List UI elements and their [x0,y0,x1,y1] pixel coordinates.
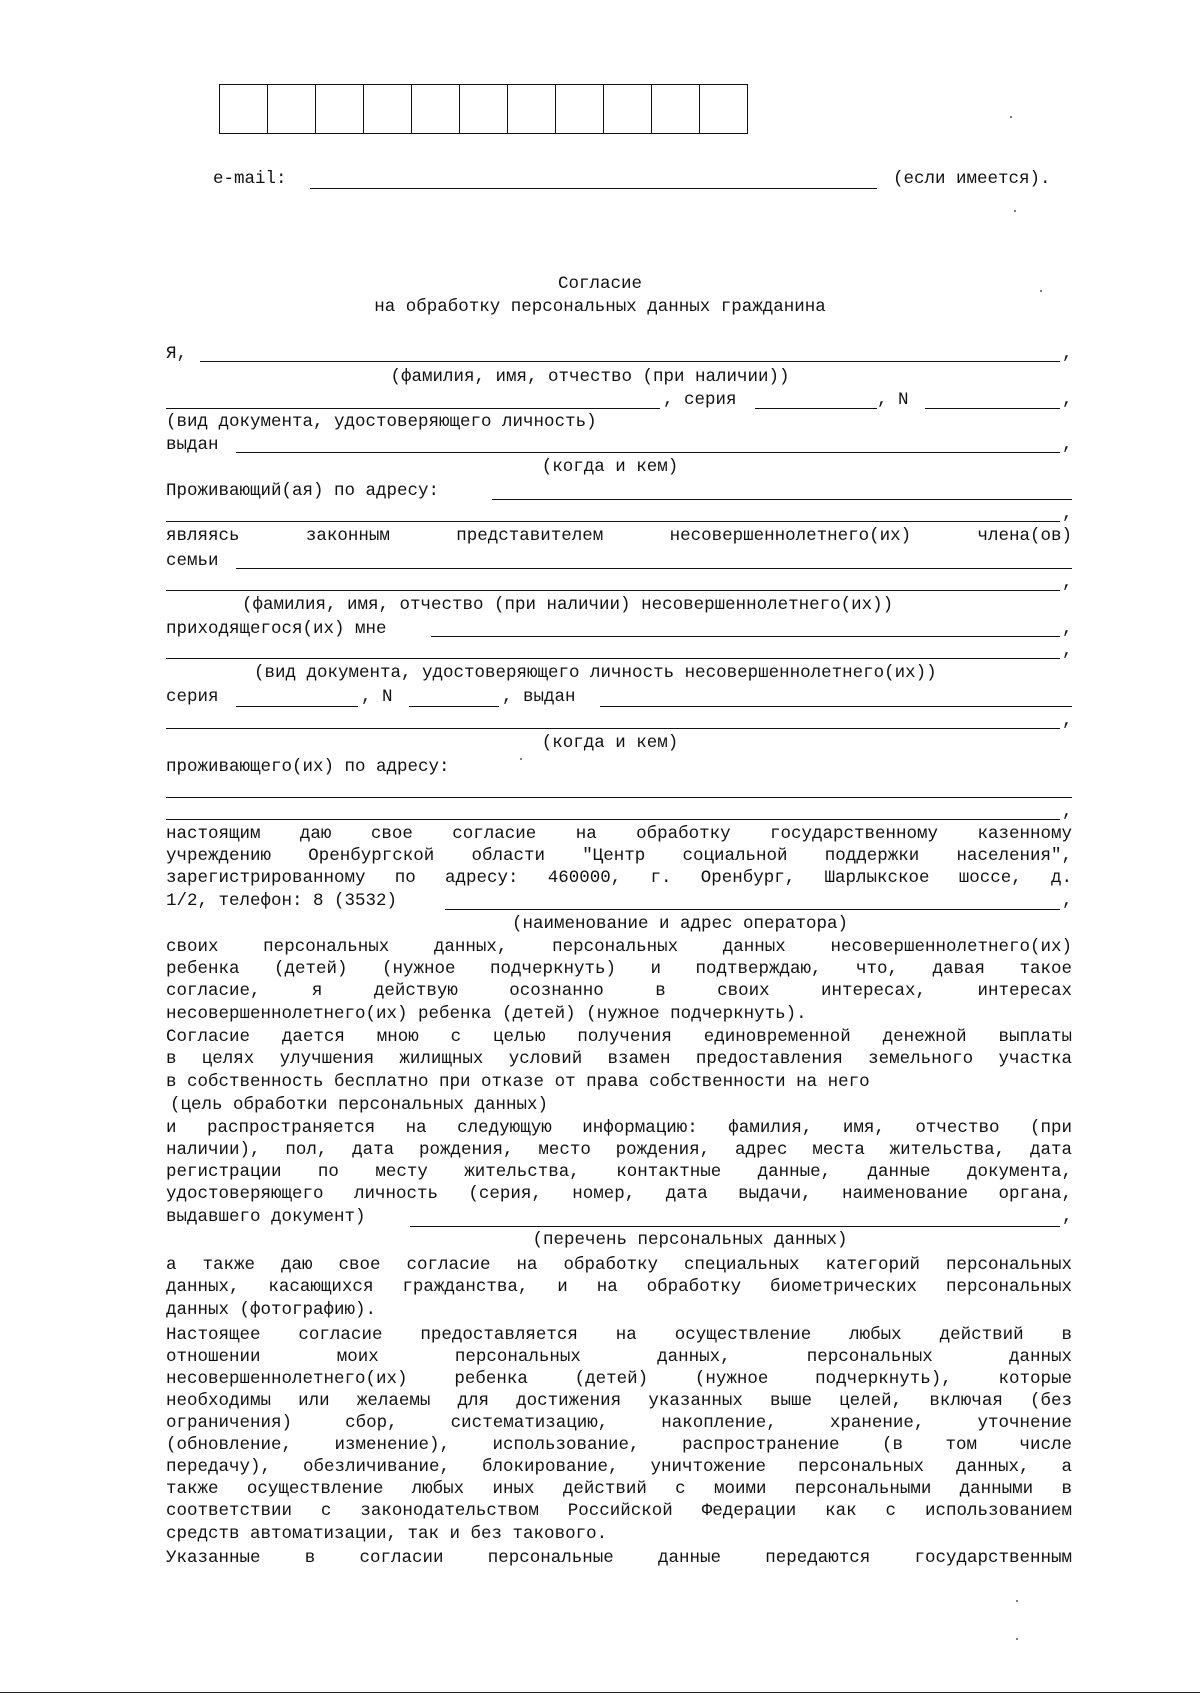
comma: , [1062,802,1073,822]
minor-document-hint: (вид документа, удостоверяющего личность несовершеннолетнего(их)) [254,663,937,683]
phone-digit-box[interactable] [316,85,364,133]
series-field[interactable] [755,408,877,409]
minor-issued-field-line2[interactable] [166,728,1060,729]
comma: , [1062,891,1073,911]
minor-document-field[interactable] [166,658,1060,659]
consent-text: учреждению Оренбургской области "Центр социальной поддержки населения", [166,846,1072,866]
consent-text: а также даю свое согласие на обработку специальных категорий персональных [166,1255,1072,1275]
scan-speck [520,758,522,760]
comma: , [1062,1207,1073,1227]
comma: , [1062,390,1073,410]
consent-text: зарегистрированному по адресу: 460000, г. Оренбург, Шарлыкское шоссе, д. [166,868,1072,888]
phone-digit-box[interactable] [700,85,747,133]
data-list-field[interactable] [410,1226,1060,1227]
phone-number-boxes[interactable] [219,84,748,134]
consent-text: Указанные в согласии персональные данные передаются государственным [166,1548,1072,1568]
document-type-field[interactable] [166,408,660,409]
address-label: Проживающий(ая) по адресу: [166,481,440,501]
document-title: Согласие [557,274,642,294]
consent-text: регистрации по месту жительства, контактные данные, данные документа, [166,1162,1072,1182]
rep-word: являясь [166,526,240,546]
consent-text: 1/2, телефон: 8 (3532) [166,891,398,911]
rep-word: члена(ов) [977,526,1072,546]
comma: , [1062,573,1073,593]
consent-text: отношении моих персональных данных, персональных данных [166,1347,1072,1367]
minor-issued-field[interactable] [600,706,1072,707]
consent-text: данных (фотографию). [166,1300,377,1320]
phone-digit-box[interactable] [508,85,556,133]
page-bottom-edge [0,1692,1200,1693]
number-field[interactable] [925,408,1060,409]
number-label: , N [877,390,909,410]
consent-text: в собственность бесплатно при отказе от права собственности на него [166,1072,870,1092]
minor-address-field[interactable] [166,797,1072,798]
phone-digit-box[interactable] [604,85,652,133]
rep-word: представителем [456,526,604,546]
consent-text: (обновление, изменение), использование, распространение (в том числе [166,1435,1072,1455]
comma: , [1062,435,1073,455]
consent-text: своих персональных данных, персональных данных несовершеннолетнего(их) [166,937,1072,957]
series-label: , серия [663,390,737,410]
issued-field[interactable] [236,452,1060,453]
family-label: семьи [166,551,219,571]
i-label: Я, [166,344,188,364]
comma: , [1062,344,1073,364]
consent-text: ограничения) сбор, систематизацию, накопление, хранение, уточнение [166,1413,1072,1433]
rep-word: законным [305,526,390,546]
relation-field[interactable] [431,636,1060,637]
consent-text: несовершеннолетнего(их) ребенка (детей) (нужное подчеркнуть), которые [166,1369,1072,1389]
fio-hint: (фамилия, имя, отчество (при наличии)) [390,367,790,387]
email-label: e-mail: [213,169,287,189]
phone-digit-box[interactable] [268,85,316,133]
consent-text: несовершеннолетнего(их) ребенка (детей) (нужное подчеркнуть). [166,1004,807,1024]
scan-speck [1016,1638,1018,1640]
minor-number-label: , N [361,687,393,707]
phone-digit-box[interactable] [412,85,460,133]
consent-text: удостоверяющего личность (серия, номер, дата выдачи, наименование органа, [166,1184,1072,1204]
address-field-line2[interactable] [166,521,1060,522]
family-field[interactable] [236,568,1072,569]
scan-speck [1016,1600,1018,1602]
consent-text: передачу), обезличивание, блокирование, уничтожение персональных данных, а [166,1457,1072,1477]
data-list-hint: (перечень персональных данных) [532,1230,848,1250]
scan-speck [1014,210,1016,212]
consent-text: наличии), пол, дата рождения, место рождения, адрес места жительства, дата [166,1140,1072,1160]
scan-speck [1010,116,1012,118]
consent-text: средств автоматизации, так и без такового. [166,1524,608,1544]
consent-text: согласие, я действую осознанно в своих интересах, интересах [166,981,1072,1001]
email-note: (если имеется). [893,169,1051,189]
consent-text: в целях улучшения жилищных условий взамен предоставления земельного участка [166,1049,1072,1069]
minor-fio-hint: (фамилия, имя, отчество (при наличии) несовершеннолетнего(их)) [242,595,894,615]
minor-issued-label: , выдан [502,687,576,707]
consent-text: также осуществление любых иных действий с моими персональными данными в [166,1479,1072,1499]
consent-text: Настоящее согласие предоставляется на осуществление любых действий в [166,1325,1072,1345]
consent-text: соответствии с законодательством Российской Федерации как с использованием [166,1501,1072,1521]
scan-speck [1040,290,1042,292]
fio-field[interactable] [200,361,1060,362]
minor-series-field[interactable] [236,706,358,707]
phone-digit-box[interactable] [460,85,508,133]
minor-series-label: серия [166,687,219,707]
consent-text: Согласие дается мною с целью получения единовременной денежной выплаты [166,1027,1072,1047]
comma: , [1062,504,1073,524]
phone-digit-box[interactable] [556,85,604,133]
consent-text: настоящим даю свое согласие на обработку государственному казенному [166,824,1072,844]
when-who-hint: (когда и кем) [541,457,679,477]
rep-word: несовершеннолетнего(их) [669,526,912,546]
relation-label: приходящегося(их) мне [166,619,387,639]
comma: , [1062,641,1073,661]
minor-when-who-hint: (когда и кем) [541,733,679,753]
phone-digit-box[interactable] [364,85,412,133]
purpose-hint: (цель обработки персональных данных) [170,1095,549,1115]
consent-text: необходимы или желаемы для достижения указанных выше целей, включая (без [166,1391,1072,1411]
representative-line [166,525,1072,547]
consent-text: данных, касающихся гражданства, и на обработку биометрических персональных [166,1277,1072,1297]
phone-digit-box[interactable] [652,85,700,133]
document-subtitle: на обработку персональных данных гражданина [374,297,826,317]
consent-text: выдавшего документ) [166,1207,366,1227]
address-field[interactable] [492,499,1072,500]
comma: , [1062,619,1073,639]
operator-hint: (наименование и адрес оператора) [511,914,849,934]
phone-digit-box[interactable] [220,85,268,133]
minor-address-field-line2[interactable] [166,819,1060,820]
minor-number-field[interactable] [409,706,499,707]
issued-label: выдан [166,435,219,455]
minor-address-label: проживающего(их) по адресу: [166,757,450,777]
operator-field[interactable] [445,909,1060,910]
consent-text: и распространяется на следующую информацию: фамилия, имя, отчество (при [166,1118,1072,1138]
document-hint: (вид документа, удостоверяющего личность) [166,412,597,432]
comma: , [1062,711,1073,731]
minor-fio-field[interactable] [166,590,1060,591]
email-field[interactable] [310,188,877,189]
consent-text: ребенка (детей) (нужное подчеркнуть) и подтверждаю, что, давая такое [166,959,1072,979]
